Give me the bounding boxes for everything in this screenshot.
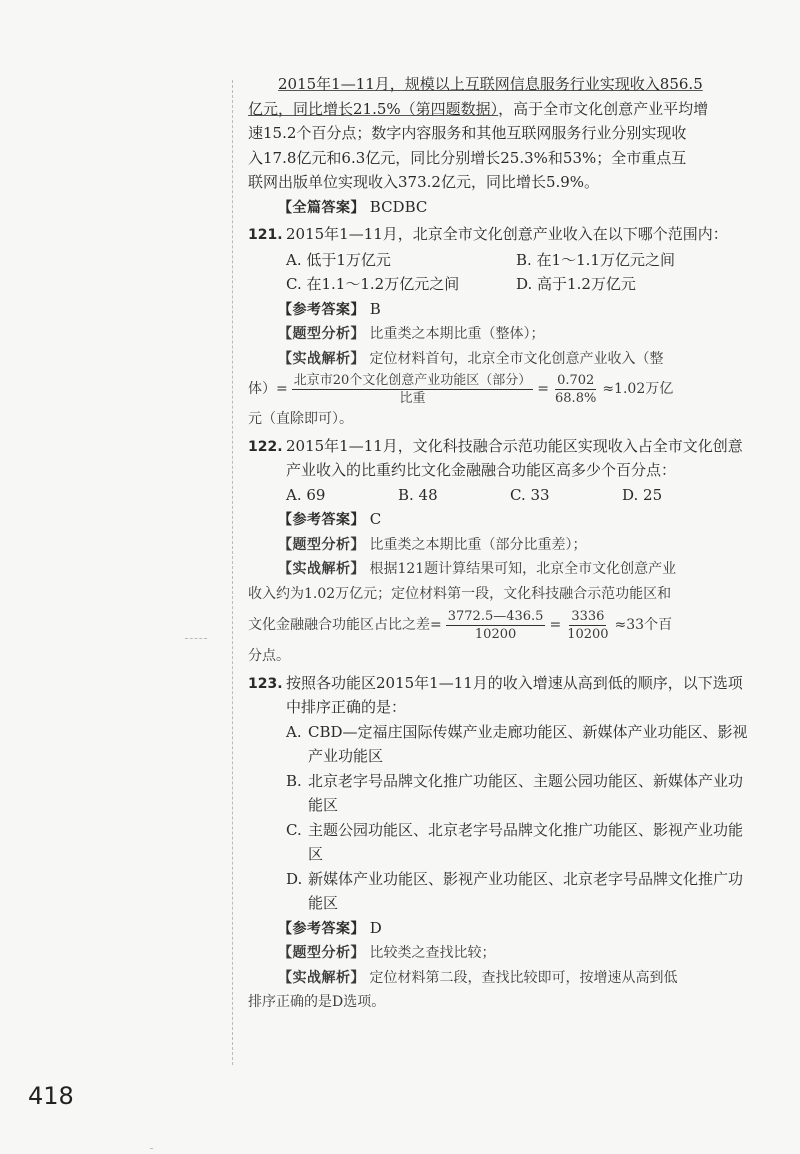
option-a: A. 低于1万亿元 [286, 250, 391, 269]
fraction-2 [553, 372, 598, 407]
formula-lead: 体）= [248, 381, 288, 397]
question-number: 121. [248, 227, 283, 243]
option-c: C. 在1.1～1.2万亿元之间 [286, 275, 460, 293]
fraction-numerator: 北京市20个文化创意产业功能区（部分） [293, 372, 532, 388]
option-text: CBD—定福庄国际传媒产业走廊功能区、新媒体产业功能区、影视产业功能区 [308, 722, 748, 765]
options-121 [248, 248, 753, 297]
analysis-123-end: 排序正确的是D选项。 [248, 994, 386, 1010]
full-answer-tag: 【全篇答案】 [278, 199, 365, 216]
fraction-denominator: 10200 [474, 626, 517, 642]
question-number: 122. [248, 438, 283, 455]
option-d: D. 高于1.2万亿元 [516, 275, 636, 293]
fraction-numerator: 3336 [571, 608, 605, 624]
intro-line-3: 速15.2个百分点；数字内容服务和其他互联网服务行业分别实现收 [248, 124, 687, 142]
option-letter: A. [286, 722, 302, 741]
question-text: 2015年1—11月，文化科技融合示范功能区实现收入占全市文化创意产业收入的比重约比文化金融融合功能区高多少个百分点： [286, 436, 743, 479]
full-answer-value: BCDBC [369, 197, 428, 216]
analysis-121 [248, 347, 753, 372]
page-number: 418 [28, 1082, 74, 1110]
answer-value: D [369, 918, 382, 937]
bottom-mark [150, 1148, 153, 1149]
answer-tag: 【参考答案】 [278, 301, 365, 318]
fraction-1 [446, 608, 546, 643]
analysis-122 [248, 557, 753, 582]
type-value: 比重类之本期比重（整体）； [369, 326, 545, 342]
intro-paragraph [248, 72, 753, 195]
fraction-denominator: 10200 [567, 626, 609, 642]
question-number: 123. [248, 675, 283, 692]
analysis-123 [248, 966, 753, 991]
margin-binding-line [232, 80, 239, 1065]
question-text: 2015年1—11月，北京全市文化创意产业收入在以下哪个范围内： [286, 225, 728, 243]
intro-line-4: 入17.8亿元和6.3亿元，同比分别增长25.3%和53%；全市重点互 [248, 148, 687, 167]
type-123 [248, 941, 753, 966]
intro-line-2-rest: ，高于全市文化创意产业平均增 [498, 99, 709, 118]
formula-result: ≈33个百 [614, 617, 673, 633]
full-answer [248, 195, 753, 221]
answer-value: C [369, 510, 382, 528]
equals-sign: = [537, 381, 550, 397]
margin-mark [185, 638, 207, 640]
analysis-121-end: 元（直除即可）。 [248, 411, 353, 427]
formula-result: ≈1.02万亿 [602, 381, 674, 397]
option-c [286, 818, 753, 867]
equals-sign: = [549, 617, 562, 633]
answer-tag: 【参考答案】 [278, 512, 365, 528]
type-value: 比重类之本期比重（部分比重差）； [369, 536, 587, 553]
analysis-text: 根据121题计算结果可知，北京全市文化创意产业 [369, 561, 677, 577]
answer-121 [248, 297, 753, 323]
intro-line-2-highlight: 亿元，同比增长21.5%（第四题数据） [248, 99, 499, 118]
intro-line-1: 2015年1—11月，规模以上互联网信息服务行业实现收入856.5 [278, 75, 703, 93]
type-tag: 【题型分析】 [278, 536, 365, 553]
option-b: B. 在1～1.1万亿元之间 [516, 250, 675, 269]
option-c: C. 33 [510, 485, 550, 504]
fraction-denominator: 68.8% [555, 390, 597, 406]
option-text: 主题公园功能区、北京老字号品牌文化推广功能区、影视产业功能区 [308, 820, 744, 863]
answer-value: B [369, 299, 381, 318]
question-text: 按照各功能区2015年1—11月的收入增速从高到低的顺序，以下选项中排序正确的是： [286, 673, 743, 716]
option-letter: C. [286, 820, 302, 839]
option-letter: B. [286, 771, 302, 790]
type-tag: 【题型分析】 [278, 326, 365, 342]
option-text: 北京老字号品牌文化推广功能区、主题公园功能区、新媒体产业功能区 [308, 771, 744, 814]
question-123 [248, 671, 753, 720]
analysis-text: 定位材料首句，北京全市文化创意产业收入（整 [369, 350, 664, 367]
analysis-tag: 【实战解析】 [278, 561, 365, 577]
option-a: A. 69 [286, 485, 326, 504]
type-121 [248, 322, 753, 347]
type-122 [248, 533, 753, 558]
option-letter: D. [286, 869, 303, 888]
analysis-121-formula [248, 371, 753, 407]
fraction-numerator: 0.702 [557, 372, 595, 388]
fraction-2 [565, 608, 610, 643]
fraction-1 [292, 372, 534, 407]
analysis-tag: 【实战解析】 [278, 969, 365, 986]
type-value: 比较类之查找比较； [369, 945, 496, 961]
answer-123 [248, 916, 753, 942]
intro-line-5: 联网出版单位实现收入373.2亿元，同比增长5.9%。 [248, 173, 600, 191]
option-a [286, 720, 753, 769]
analysis-122-line2: 收入约为1.02万亿元；定位材料第一段，文化科技融合示范功能区和 [248, 585, 672, 602]
options-123 [248, 720, 753, 916]
type-tag: 【题型分析】 [278, 945, 365, 961]
option-d: D. 25 [622, 485, 663, 504]
analysis-122-formula [248, 606, 753, 644]
option-b [286, 769, 753, 818]
options-122 [248, 483, 753, 508]
question-122 [248, 434, 753, 483]
analysis-122-end: 分点。 [248, 648, 290, 664]
option-b: B. 48 [398, 485, 438, 504]
formula-lead: 文化金融融合功能区占比之差= [248, 617, 442, 633]
analysis-text: 定位材料第二段，查找比较即可，按增速从高到低 [369, 969, 678, 986]
answer-122 [248, 507, 753, 533]
question-121 [248, 222, 753, 248]
answer-tag: 【参考答案】 [278, 920, 365, 937]
option-text: 新媒体产业功能区、影视产业功能区、北京老字号品牌文化推广功能区 [308, 869, 744, 912]
fraction-denominator: 比重 [399, 390, 426, 406]
option-d [286, 867, 753, 916]
fraction-numerator: 3772.5—436.5 [447, 608, 544, 624]
page-content [248, 72, 753, 1015]
analysis-tag: 【实战解析】 [278, 350, 365, 367]
